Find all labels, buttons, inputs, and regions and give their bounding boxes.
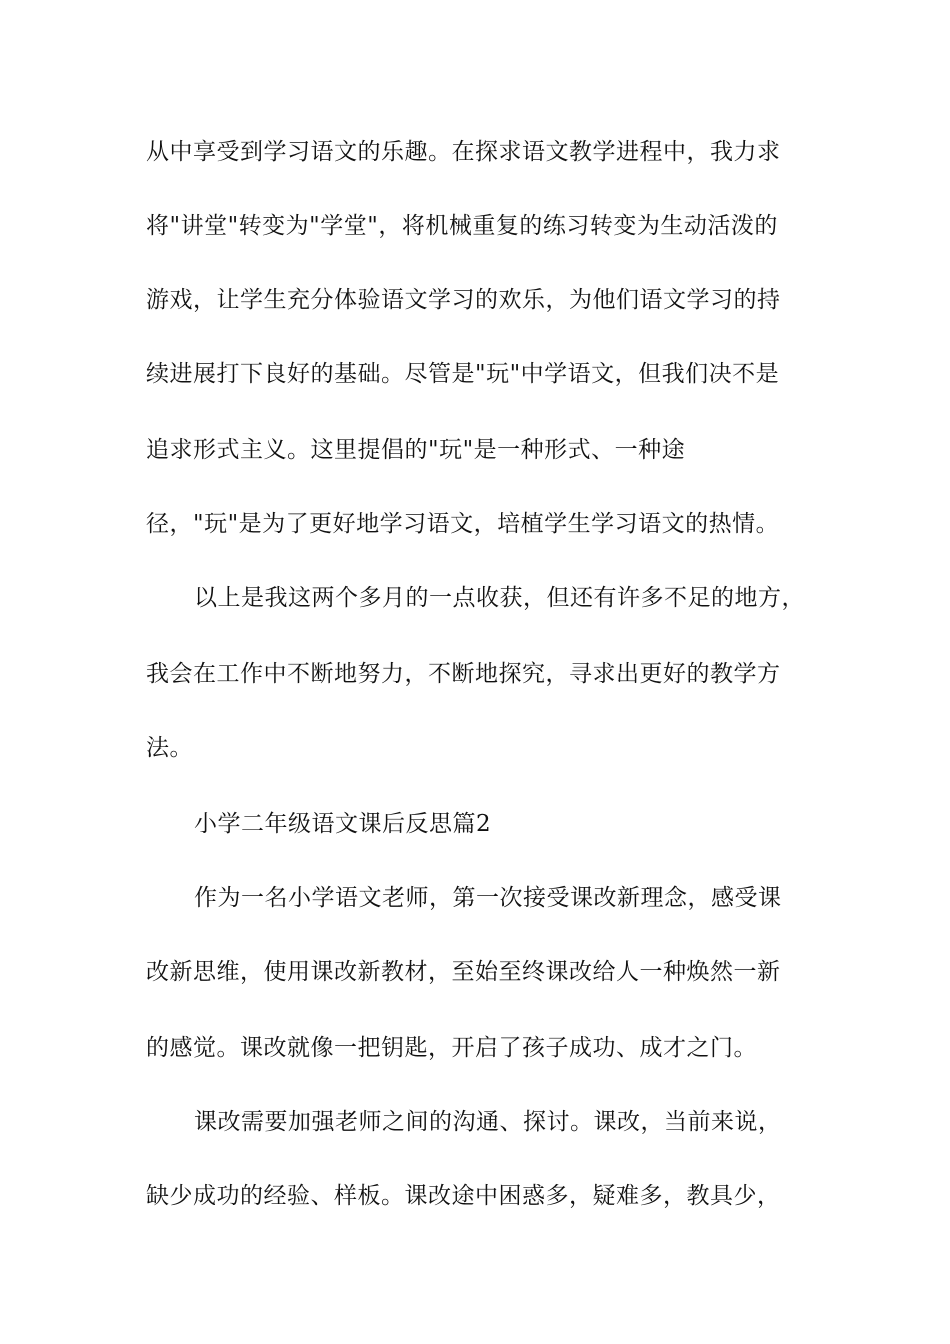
paragraph-line: 的感觉。课改就像一把钥匙，开启了孩子成功、成才之门。 [146, 1035, 757, 1061]
paragraph-line: 作为一名小学语文老师，第一次接受课改新理念，感受课 [194, 885, 782, 911]
paragraph-line: 课改需要加强老师之间的沟通、探讨。课改，当前来说， [194, 1109, 782, 1135]
paragraph-line: 追求形式主义。这里提倡的"玩"是一种形式、一种途 [146, 437, 686, 463]
paragraph-line: 从中享受到学习语文的乐趣。在探求语文教学进程中，我力求 [146, 139, 781, 165]
paragraph-line: 游戏，让学生充分体验语文学习的欢乐，为他们语文学习的持 [146, 287, 781, 313]
paragraph-line: 续进展打下良好的基础。尽管是"玩"中学语文，但我们决不是 [146, 361, 780, 387]
paragraph-line: 缺少成功的经验、样板。课改途中困惑多，疑难多，教具少， [146, 1183, 781, 1209]
paragraph-line: 法。 [146, 735, 193, 761]
section-heading: 小学二年级语文课后反思篇2 [194, 811, 492, 837]
paragraph-line: 将"讲堂"转变为"学堂"，将机械重复的练习转变为生动活泼的 [146, 213, 778, 239]
paragraph-line: 径，"玩"是为了更好地学习语文，培植学生学习语文的热情。 [146, 511, 780, 537]
paragraph-line: 以上是我这两个多月的一点收获，但还有许多不足的地方， [194, 585, 805, 611]
paragraph-line: 我会在工作中不断地努力，不断地探究，寻求出更好的教学方 [146, 661, 781, 687]
paragraph-line: 改新思维，使用课改新教材，至始至终课改给人一种焕然一新 [146, 959, 781, 985]
